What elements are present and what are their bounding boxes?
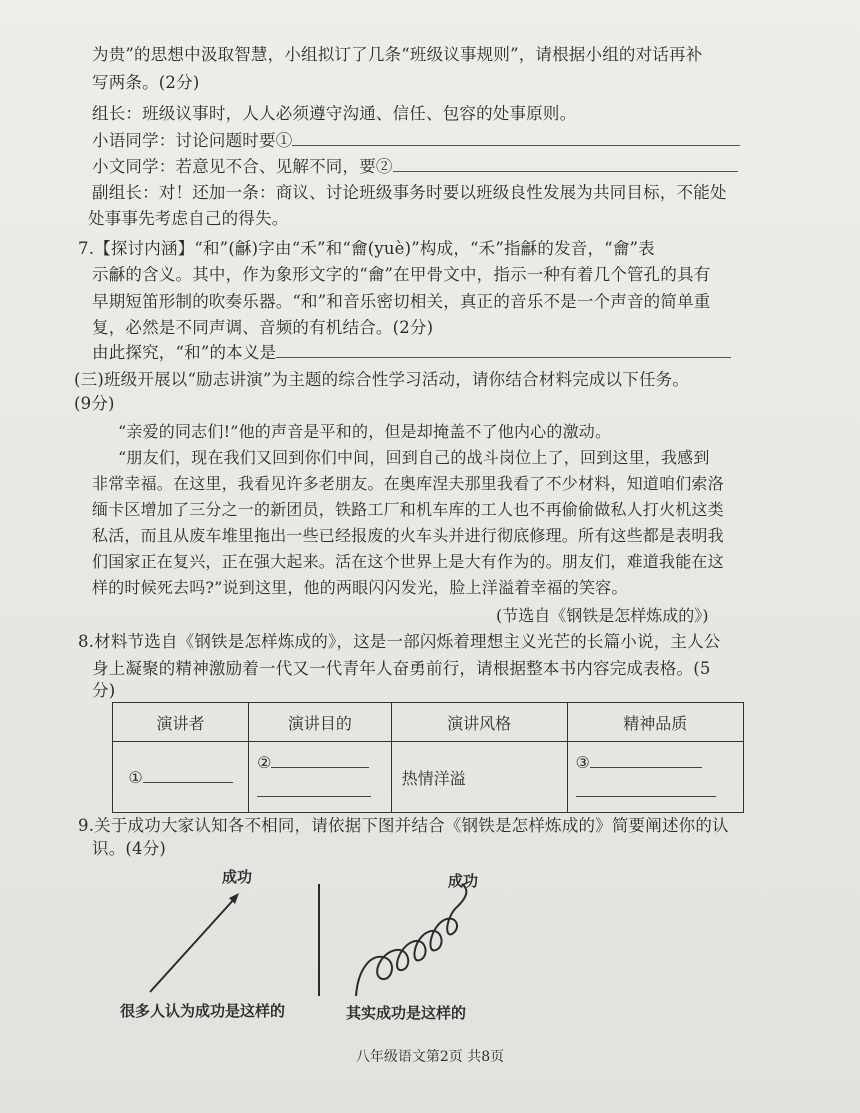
table-header: 演讲者 — [113, 703, 249, 742]
question-8: 8.材料节选自《钢铁是怎样炼成的》，这是一部闪烁着理想主义光芒的长篇小说，主人公 — [78, 632, 721, 651]
text-line: 处事事先考虑自己的得失。 — [88, 209, 289, 228]
text-line: 组长：班级议事时，人人必须遵守沟通、信任、包容的处事原则。 — [92, 104, 577, 123]
text-line: 分) — [92, 681, 116, 700]
prompt-text: 小语同学：讨论问题时要① — [92, 131, 293, 150]
table-header: 演讲目的 — [249, 703, 392, 742]
source-citation: (节选自《钢铁是怎样炼成的》) — [496, 606, 709, 625]
text-line: 早期短笛形制的吹奏乐器。“和”和音乐密切相关，真正的音乐不是一个声音的简单重 — [92, 292, 711, 311]
text-line: 识。(4分) — [92, 839, 167, 858]
text-line: (9分) — [74, 394, 115, 413]
text-line: 复，必然是不同声调、音频的有机结合。(2分) — [92, 318, 434, 337]
figure-left-caption: 很多人认为成功是这样的 — [120, 1002, 286, 1020]
passage-line: 非常幸福。在这里，我看见许多老朋友。在奥库涅夫那里我看了不少材料，知道咱们索洛 — [92, 474, 724, 493]
spiral-path-icon — [356, 884, 466, 996]
circle-number: ① — [128, 767, 143, 787]
figure-left-label: 成功 — [222, 868, 253, 886]
circle-number: ③ — [575, 753, 590, 772]
question-7: 7.【探讨内涵】“和”(龢)字由“禾”和“龠(yuè)”构成，“禾”指龢的发音，“龠”表 — [78, 239, 655, 258]
text-line: 写两条。(2分) — [92, 73, 200, 92]
passage-line: 们国家正在复兴，正在强大起来。活在这个世界上是大有作为的。朋友们，难道我能在这 — [92, 552, 724, 571]
text-line: 身上凝聚的精神激励着一代又一代青年人奋勇前行，请根据整本书内容完成表格。(5 — [92, 659, 711, 678]
figure-right-caption: 其实成功是这样的 — [346, 1004, 467, 1022]
passage-line: 样的时候死去吗?”说到这里，他的两眼闪闪发光，脸上洋溢着幸福的笑容。 — [92, 578, 628, 597]
text-line: 示龢的含义。其中，作为象形文字的“龠”在甲骨文中，指示一种有着几个管孔的具有 — [92, 265, 711, 284]
text-line: 副组长：对！还加一条：商议、讨论班级事务时要以班级良性发展为共同目标，不能处 — [92, 183, 727, 202]
passage-line: “亲爱的同志们!”他的声音是平和的，但是却掩盖不了他内心的激动。 — [118, 422, 612, 441]
prompt-text: 小文同学：若意见不合、见解不同，要② — [92, 157, 393, 176]
table-header: 精神品质 — [567, 703, 743, 742]
question-9: 9.关于成功大家认知各不相同，请依据下图并结合《钢铁是怎样炼成的》简要阐述你的认 — [78, 816, 729, 835]
passage-line: “朋友们，现在我们又回到你们中间，回到自己的战斗岗位上了，回到这里，我感到 — [118, 448, 710, 467]
table-header: 演讲风格 — [391, 703, 567, 742]
prompt-text: 由此探究，“和”的本义是 — [92, 343, 277, 362]
straight-arrow-icon — [150, 893, 239, 992]
passage-line: 私活，而且从废车堆里拖出一些已经报废的火车头并进行彻底修理。所有这些都是表明我 — [92, 526, 724, 545]
style-value: 热情洋溢 — [401, 768, 466, 788]
text-line: 为贵”的思想中汲取智慧，小组拟订了几条“班级议事规则”，请根据小组的对话再补 — [92, 45, 703, 64]
figure-right-label: 成功 — [448, 872, 479, 890]
page-footer: 八年级语文第2页 共8页 — [355, 1049, 505, 1065]
section-heading: (三)班级开展以“励志讲演”为主题的综合性学习活动，请你结合材料完成以下任务。 — [74, 370, 690, 389]
passage-line: 缅卡区增加了三分之一的新团员，铁路工厂和机车库的工人也不再偷偷做私人打火机这类 — [92, 500, 724, 519]
circle-number: ② — [257, 753, 272, 772]
